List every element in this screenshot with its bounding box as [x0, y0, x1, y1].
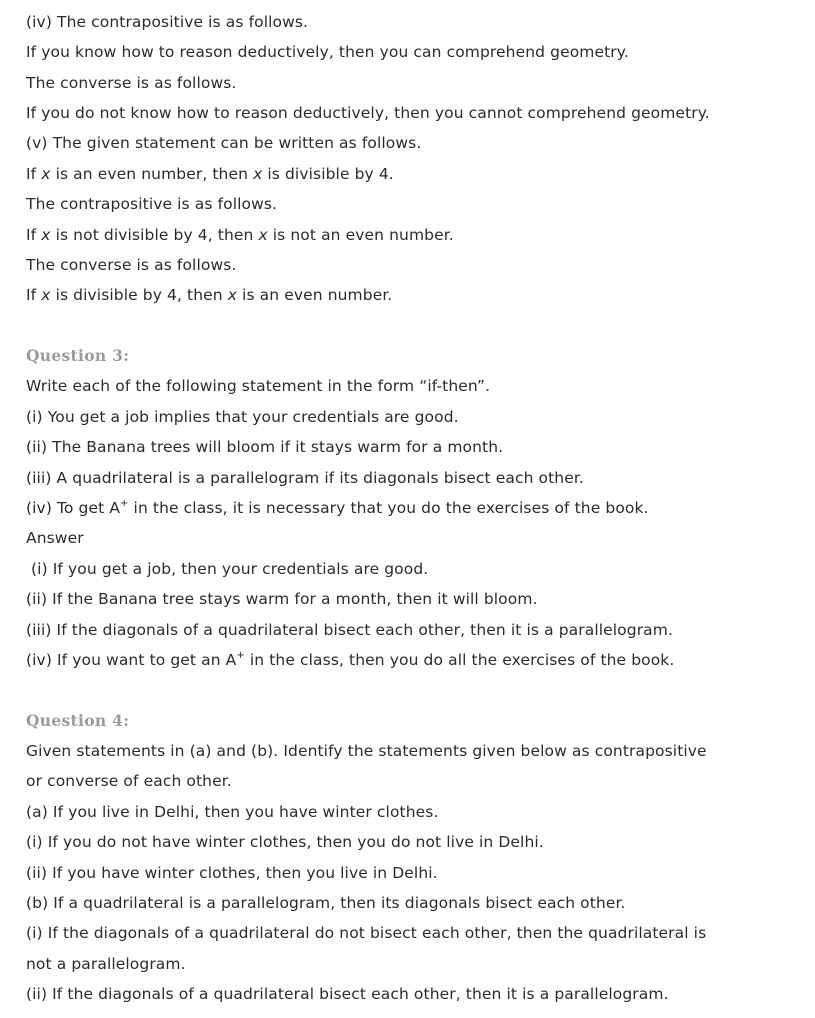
math-variable: x	[258, 226, 268, 244]
text-line	[26, 164, 394, 184]
question-text: (b) If a quadrilateral is a parallelogram, then its diagonals bisect each other.	[26, 894, 626, 912]
text-line	[26, 285, 392, 305]
question-text: (ii) If you have winter clothes, then you live in Delhi.	[26, 864, 438, 882]
answer-label: Answer	[26, 529, 84, 547]
math-variable: x	[253, 165, 263, 183]
text-line: The converse is as follows.	[26, 74, 237, 92]
math-variable: x	[41, 226, 51, 244]
text-line: The converse is as follows.	[26, 256, 237, 274]
question-heading: Question 3:	[26, 346, 130, 365]
question-item: (iii) A quadrilateral is a parallelogram if its diagonals bisect each other.	[26, 469, 584, 487]
question-text: (i) If you do not have winter clothes, then you do not live in Delhi.	[26, 833, 544, 851]
text-segment: in the class, then you do all the exercises of the book.	[244, 651, 675, 669]
text-segment: is an even number.	[237, 286, 393, 304]
question-text: (i) If the diagonals of a quadrilateral do not bisect each other, then the quadrilateral is	[26, 924, 707, 942]
text-segment: If	[26, 286, 42, 304]
text-segment: is not an even number.	[267, 226, 454, 244]
question-text: (ii) If the diagonals of a quadrilateral bisect each other, then it is a parallelogram.	[26, 985, 669, 1003]
text-segment: in the class, it is necessary that you do the exercises of the book.	[128, 499, 649, 517]
text-segment: is divisible by 4.	[262, 165, 394, 183]
superscript: +	[236, 649, 245, 661]
question-text: not a parallelogram.	[26, 955, 186, 973]
question-item	[26, 498, 649, 518]
superscript: +	[120, 497, 129, 509]
question-item: (i) You get a job implies that your credentials are good.	[26, 408, 459, 426]
question-text: (a) If you live in Delhi, then you have winter clothes.	[26, 803, 439, 821]
math-variable: x	[41, 286, 51, 304]
math-variable: x	[227, 286, 238, 304]
text-line: (v) The given statement can be written as follows.	[26, 134, 422, 152]
text-line	[26, 225, 454, 245]
question-text: Given statements in (a) and (b). Identify the statements given below as contrapositive	[26, 742, 707, 760]
question-prompt: Write each of the following statement in the form “if-then”.	[26, 377, 491, 395]
answer-item: (iii) If the diagonals of a quadrilateral bisect each other, then it is a parallelogram.	[26, 621, 674, 639]
text-segment: is an even number, then	[50, 165, 254, 183]
text-line: If you know how to reason deductively, then you can comprehend geometry.	[26, 43, 629, 61]
question-item: (ii) The Banana trees will bloom if it stays warm for a month.	[26, 438, 504, 456]
answer-item	[26, 650, 674, 670]
text-segment: is divisible by 4, then	[50, 286, 228, 304]
text-line: The contrapositive is as follows.	[26, 195, 278, 213]
text-segment: (iv) If you want to get an A	[26, 651, 237, 669]
text-segment: is not divisible by 4, then	[50, 226, 259, 244]
text-segment: If	[26, 165, 42, 183]
text-segment: If	[26, 226, 42, 244]
answer-item: (i) If you get a job, then your credentials are good.	[26, 560, 429, 578]
text-line: If you do not know how to reason deductively, then you cannot comprehend geometry.	[26, 104, 710, 122]
question-heading: Question 4:	[26, 711, 130, 730]
math-variable: x	[41, 165, 51, 183]
answer-item: (ii) If the Banana tree stays warm for a month, then it will bloom.	[26, 590, 538, 608]
text-segment: (iv) To get A	[26, 499, 121, 517]
text-line: (iv) The contrapositive is as follows.	[26, 13, 309, 31]
question-text: or converse of each other.	[26, 772, 232, 790]
